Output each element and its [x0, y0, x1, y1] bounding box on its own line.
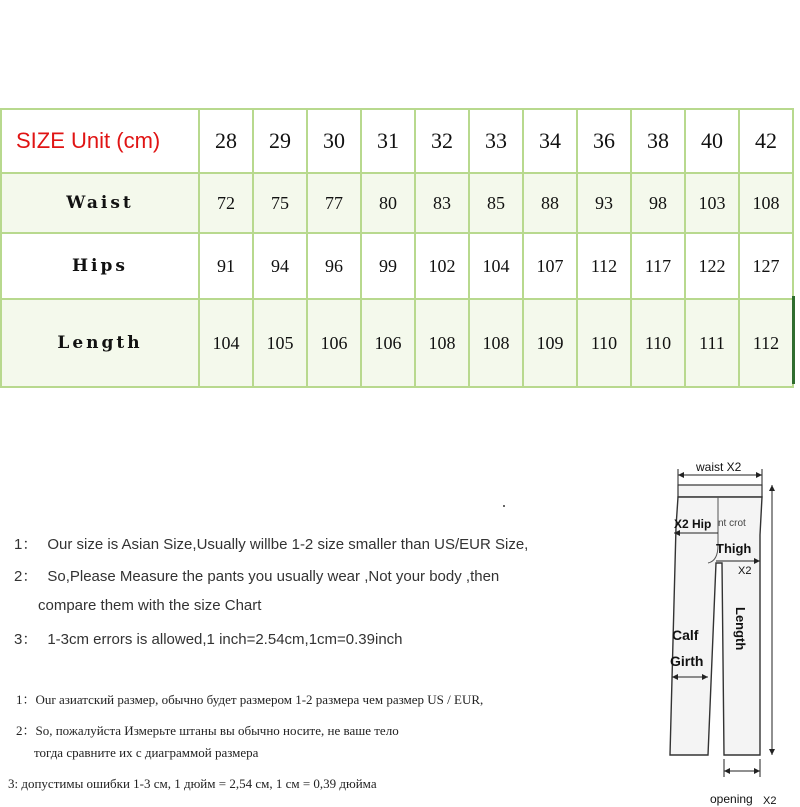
pants-measurement-diagram [660, 455, 785, 807]
table-cell: 107 [523, 233, 577, 299]
opening-measure-label: opening [710, 792, 753, 806]
table-cell: 106 [361, 299, 415, 387]
table-cell: 106 [307, 299, 361, 387]
note-text: 1-3cm errors is allowed,1 inch=2.54cm,1cm=0.39inch [47, 631, 403, 648]
size-28: 28 [199, 109, 253, 173]
table-cell: 91 [199, 233, 253, 299]
table-edge-rule [792, 296, 795, 384]
length-row [1, 299, 793, 387]
table-cell: 77 [307, 173, 361, 233]
table-cell: 99 [361, 233, 415, 299]
size-36: 36 [577, 109, 631, 173]
size-33: 33 [469, 109, 523, 173]
table-cell: 109 [523, 299, 577, 387]
note-ru-1: 1：Our азиатский размер, обычно будет размером 1-2 размера чем размер US / EUR, [16, 692, 484, 707]
table-cell: 112 [739, 299, 793, 387]
size-chart-table [0, 108, 794, 388]
hips-label: Hips [1, 233, 199, 299]
girth-measure-label: Girth [670, 653, 704, 669]
thigh-measure-label: Thigh [716, 541, 752, 556]
table-cell: 75 [253, 173, 307, 233]
size-31: 31 [361, 109, 415, 173]
length-label: Length [1, 299, 199, 387]
table-cell: 96 [307, 233, 361, 299]
table-cell: 104 [469, 233, 523, 299]
size-40: 40 [685, 109, 739, 173]
note-ru-2-continued: тогда сравните их с диаграммой размера [34, 745, 259, 760]
hips-row [1, 233, 793, 299]
note-text: So,Please Measure the pants you usually wear ,Not your body ,then [47, 568, 500, 585]
thigh-x2-label: X2 [738, 565, 752, 577]
table-cell: 103 [685, 173, 739, 233]
waist-label: Waist [1, 173, 199, 233]
note-number: 3： [14, 631, 38, 648]
size-header-row [1, 109, 793, 173]
table-cell: 112 [577, 233, 631, 299]
waist-measure-label: waist X2 [696, 460, 742, 474]
table-cell: 104 [199, 299, 253, 387]
note-number: 1： [14, 536, 38, 553]
note-text: compare them with the size Chart [38, 597, 262, 614]
table-cell: 72 [199, 173, 253, 233]
note-2 [14, 565, 499, 586]
size-unit-label: SIZE Unit (cm) [1, 109, 199, 173]
calf-measure-label: Calf [672, 627, 699, 643]
size-29: 29 [253, 109, 307, 173]
table-cell: 105 [253, 299, 307, 387]
table-cell: 108 [469, 299, 523, 387]
table-cell: 122 [685, 233, 739, 299]
table-cell: 94 [253, 233, 307, 299]
table-cell: 108 [415, 299, 469, 387]
table-cell: 85 [469, 173, 523, 233]
opening-x2-label: X2 [763, 795, 777, 807]
hip-measure-label: X2 Hip [674, 517, 712, 531]
size-42: 42 [739, 109, 793, 173]
table-cell: 108 [739, 173, 793, 233]
size-32: 32 [415, 109, 469, 173]
table-cell: 117 [631, 233, 685, 299]
table-cell: 88 [523, 173, 577, 233]
table-cell: 98 [631, 173, 685, 233]
size-34: 34 [523, 109, 577, 173]
table-cell: 127 [739, 233, 793, 299]
note-ru-2: 2：So, пожалуйста Измерьте штаны вы обычно носите, не ваше тело [16, 723, 399, 738]
table-cell: 83 [415, 173, 469, 233]
note-1 [14, 533, 528, 554]
waist-row [1, 173, 793, 233]
note-2-continued [38, 597, 261, 614]
table-cell: 110 [631, 299, 685, 387]
table-cell: 110 [577, 299, 631, 387]
front-crotch-label: nt crot [718, 518, 746, 529]
size-30: 30 [307, 109, 361, 173]
size-38: 38 [631, 109, 685, 173]
table-cell: 80 [361, 173, 415, 233]
note-ru-3: 3: допустимы ошибки 1-3 см, 1 дюйм = 2,54 см, 1 см = 0,39 дюйма [8, 776, 377, 791]
table-cell: 102 [415, 233, 469, 299]
stray-dot [503, 505, 505, 507]
note-number: 2： [14, 568, 38, 585]
table-cell: 111 [685, 299, 739, 387]
table-cell: 93 [577, 173, 631, 233]
note-3 [14, 628, 403, 649]
length-measure-label: Length [733, 607, 748, 651]
note-text: Our size is Asian Size,Usually willbe 1-2 size smaller than US/EUR Size, [47, 536, 529, 553]
